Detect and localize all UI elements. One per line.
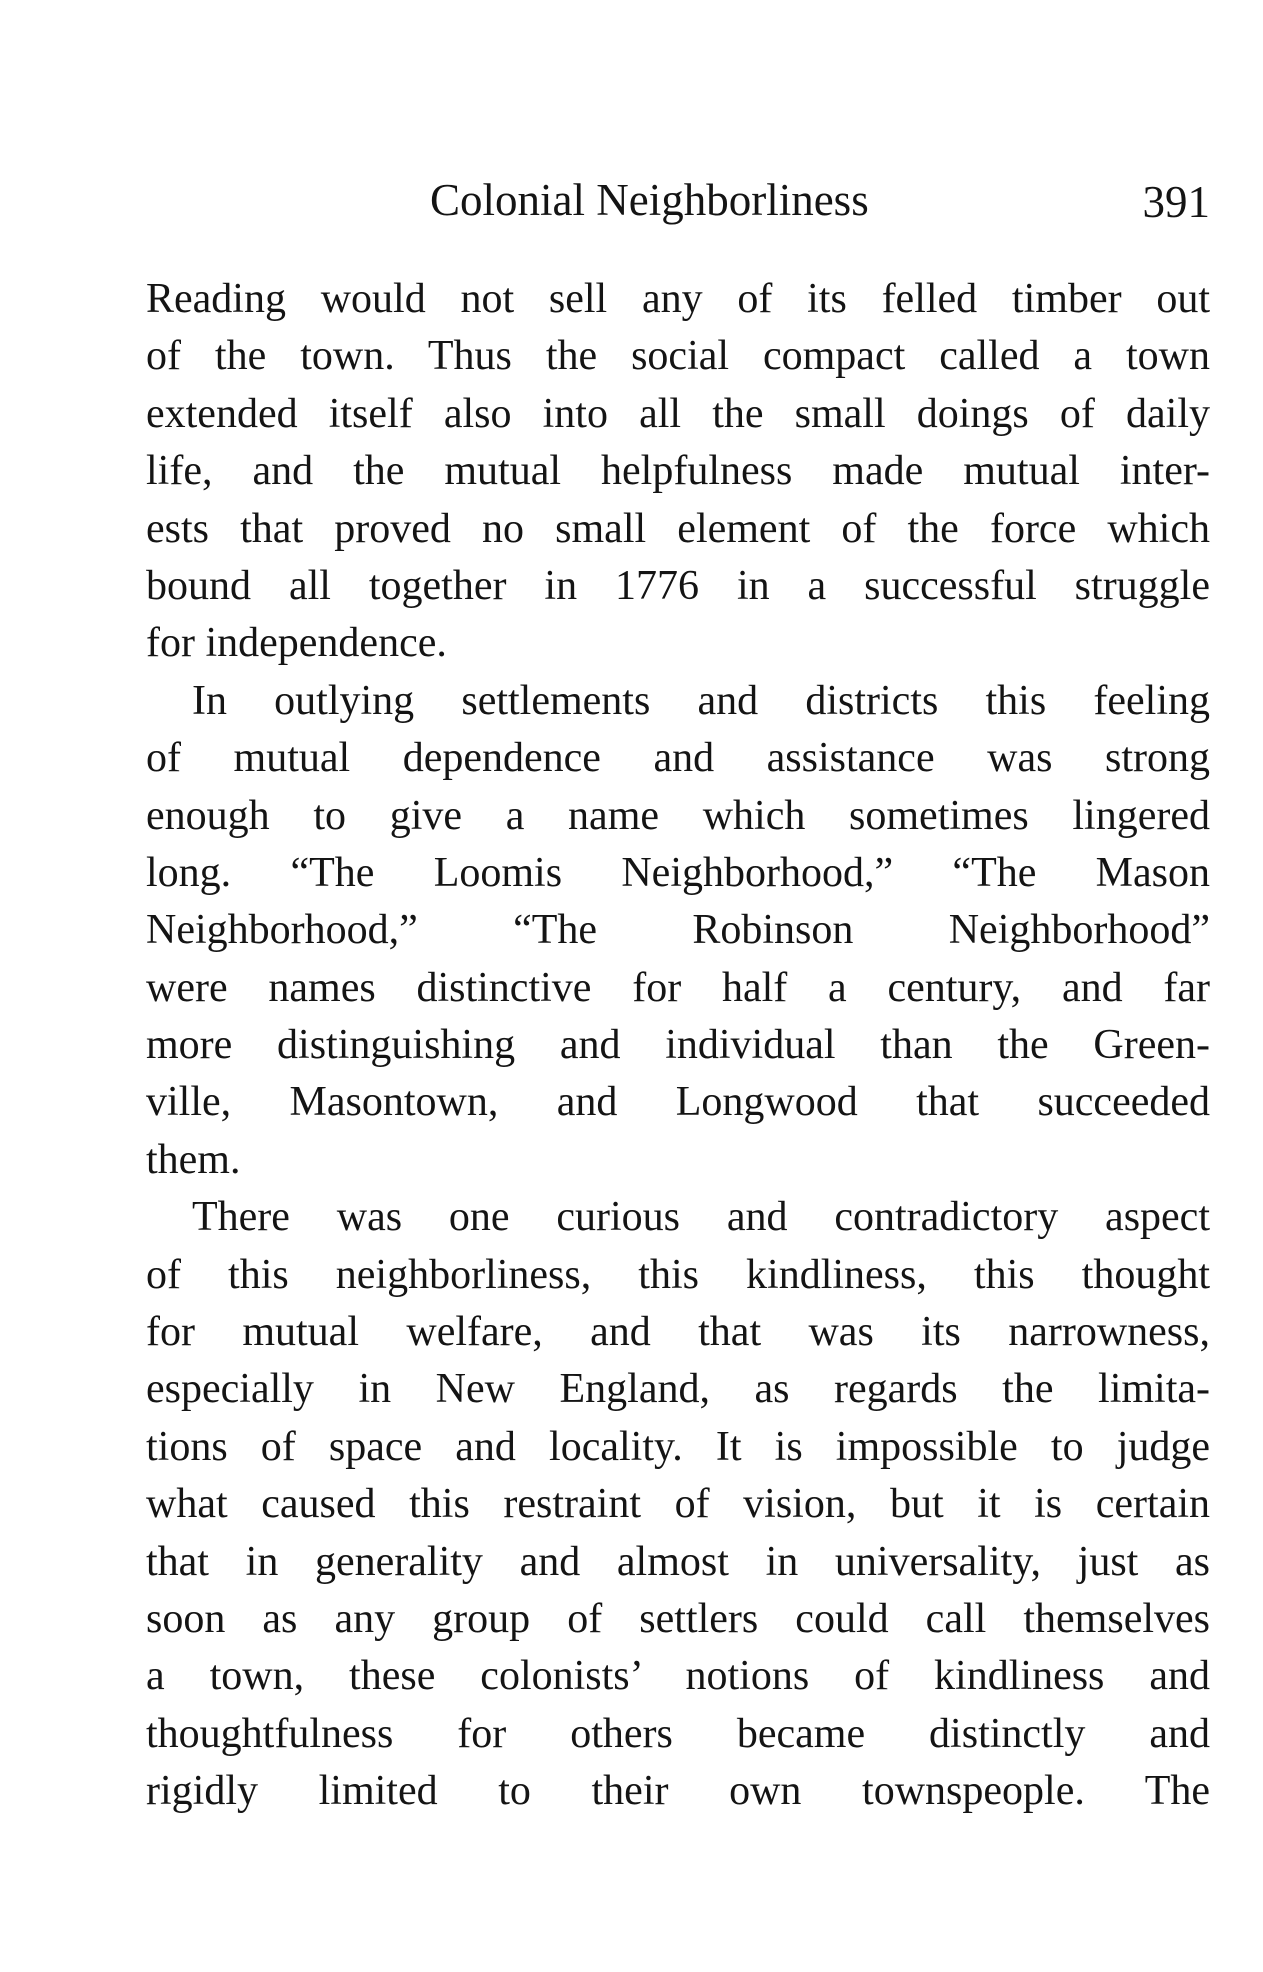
page-number: 391 bbox=[1142, 177, 1210, 227]
body-text bbox=[146, 271, 1210, 1821]
text-line: ville, Masontown, and Longwood that succeeded bbox=[146, 1079, 1210, 1126]
text-line: what caused this restraint of vision, but it is certain bbox=[146, 1481, 1210, 1528]
text-line: There was one curious and contradictory aspect bbox=[192, 1194, 1210, 1241]
text-line: for mutual welfare, and that was its narrowness, bbox=[146, 1309, 1210, 1356]
text-line: tions of space and locality. It is impossible to judge bbox=[146, 1423, 1210, 1470]
text-line: of mutual dependence and assistance was strong bbox=[146, 735, 1210, 782]
running-head bbox=[146, 172, 1210, 228]
text-line: were names distinctive for half a century, and far bbox=[146, 964, 1210, 1011]
text-line: Reading would not sell any of its felled timber out bbox=[146, 276, 1210, 322]
text-line: soon as any group of settlers could call themselves bbox=[146, 1595, 1210, 1642]
text-line: that in generality and almost in universality, just as bbox=[146, 1538, 1210, 1585]
text-line: rigidly limited to their own townspeople. The bbox=[146, 1768, 1210, 1815]
text-line: for independence. bbox=[146, 620, 447, 667]
text-line: bound all together in 1776 in a successful struggle bbox=[146, 562, 1210, 609]
text-line: extended itself also into all the small doings of daily bbox=[146, 390, 1210, 437]
text-line: especially in New England, as regards the limita- bbox=[146, 1366, 1210, 1413]
text-line: life, and the mutual helpfulness made mutual inter- bbox=[146, 448, 1210, 495]
text-line: long. “The Loomis Neighborhood,” “The Mason bbox=[146, 849, 1210, 896]
text-line: Neighborhood,” “The Robinson Neighborhood” bbox=[146, 907, 1210, 954]
text-line: them. bbox=[146, 1136, 241, 1183]
text-line: a town, these colonists’ notions of kindliness and bbox=[146, 1653, 1210, 1700]
text-line: ests that proved no small element of the force which bbox=[146, 505, 1210, 552]
text-line: of the town. Thus the social compact called a town bbox=[146, 333, 1210, 380]
text-line: In outlying settlements and districts this feeling bbox=[192, 677, 1210, 724]
text-line: more distinguishing and individual than the Green- bbox=[146, 1022, 1210, 1069]
text-line: thoughtfulness for others became distinctly and bbox=[146, 1710, 1210, 1757]
running-title: Colonial Neighborliness bbox=[430, 175, 869, 225]
text-line: of this neighborliness, this kindliness, this thought bbox=[146, 1251, 1210, 1298]
text-line: enough to give a name which sometimes lingered bbox=[146, 792, 1210, 839]
